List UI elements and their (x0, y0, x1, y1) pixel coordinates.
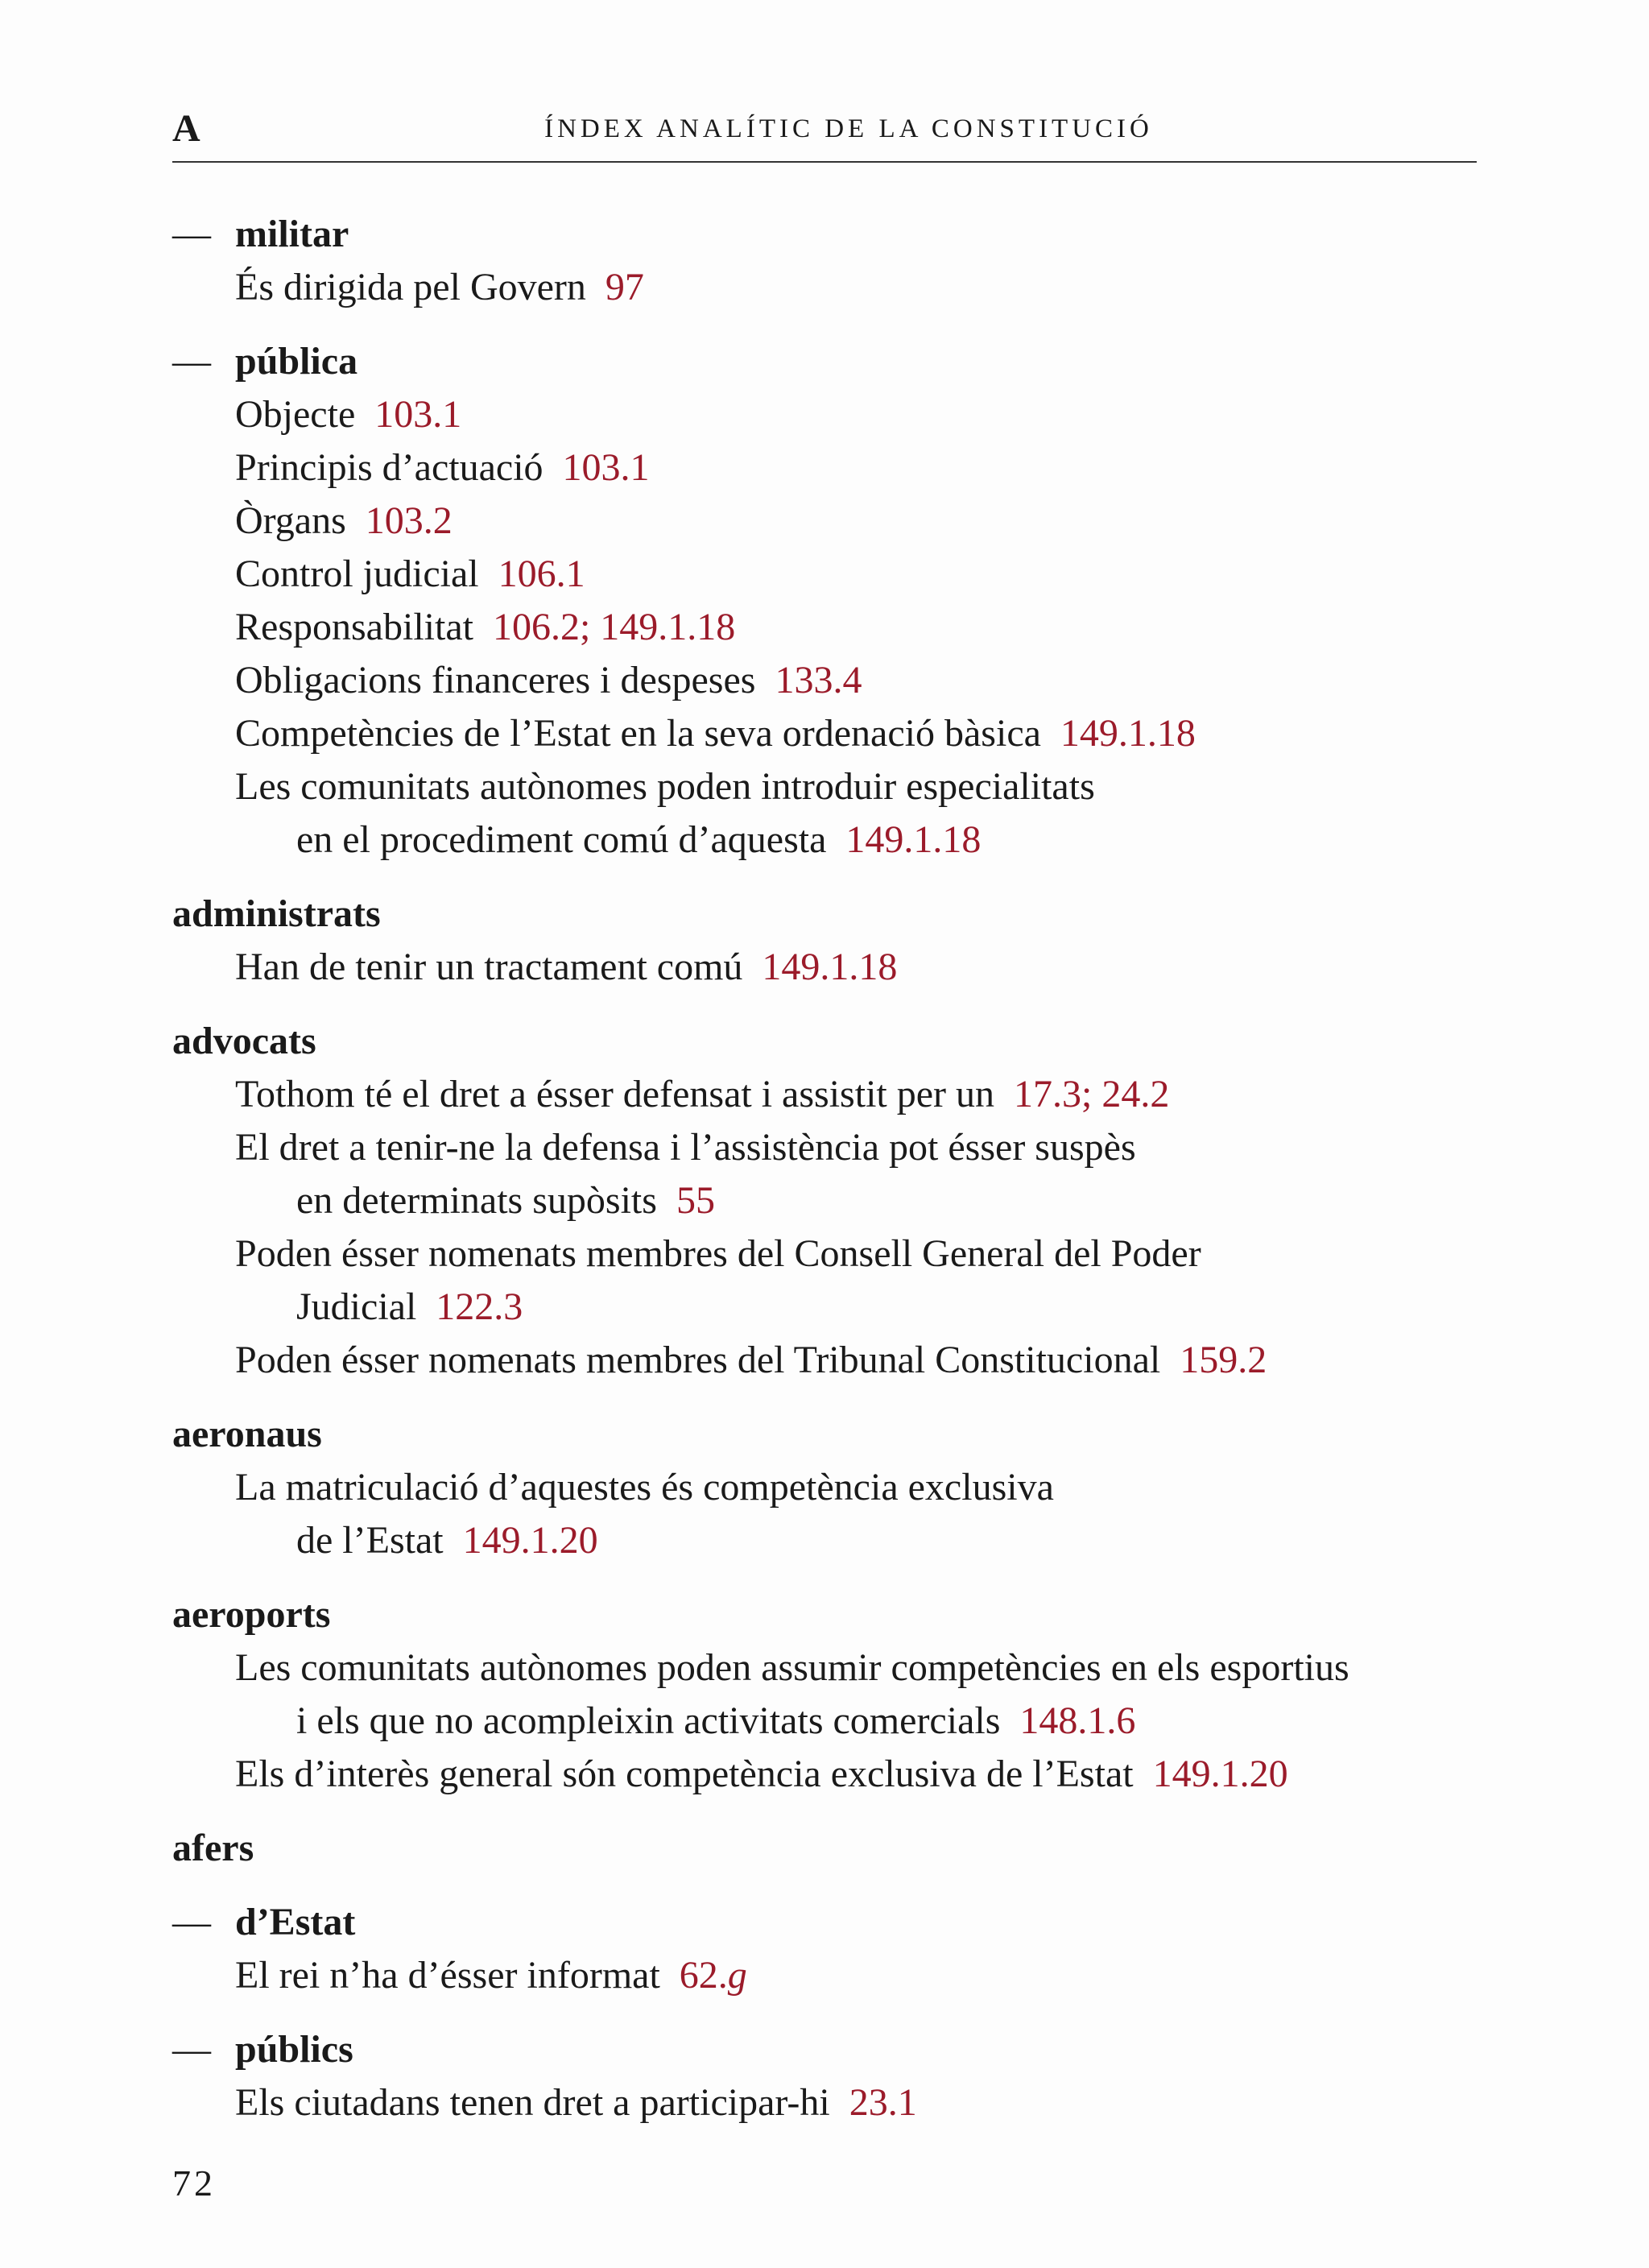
entry-line (172, 1334, 1509, 1387)
line-text: Les comunitats autònomes poden introduir especialitats (235, 765, 1095, 808)
reference-number: 133.4 (775, 659, 862, 702)
index-entry (172, 1822, 1509, 1875)
entry-heading (172, 1822, 1509, 1875)
reference-number: 97 (605, 266, 644, 308)
reference-number: 159.2 (1180, 1339, 1267, 1381)
article-reference (775, 659, 862, 702)
entry-line (172, 1641, 1509, 1748)
line-text: Responsabilitat (235, 606, 473, 648)
entry-heading (172, 208, 1509, 261)
line-text: És dirigida pel Govern (235, 266, 586, 308)
entry-line (172, 941, 1509, 994)
line-text: Han de tenir un tractament comú (235, 946, 743, 988)
article-reference (436, 1285, 523, 1328)
article-reference (498, 553, 585, 595)
reference-number: 103.1 (562, 446, 650, 489)
em-dash: — (172, 1901, 211, 1943)
entry-term: pública (235, 340, 358, 383)
reference-number: 122.3 (436, 1285, 523, 1328)
continuation-text: i els que no acompleixin activitats comercials (296, 1699, 1001, 1742)
article-reference (1060, 712, 1196, 755)
entry-term: aeronaus (172, 1413, 322, 1455)
reference-number: 149.1.18 (845, 818, 982, 861)
line-text: El dret a tenir-ne la defensa i l’assistència pot ésser suspès (235, 1126, 1136, 1169)
entry-term: d’Estat (235, 1901, 356, 1943)
entry-heading (172, 2023, 1509, 2076)
entry-line (172, 707, 1509, 760)
reference-number: 148.1.6 (1019, 1699, 1136, 1742)
reference-number: 106.1 (498, 553, 585, 595)
line-continuation (235, 1514, 1509, 1567)
article-reference (1019, 1699, 1135, 1742)
entry-line (172, 441, 1509, 495)
line-continuation (235, 1281, 1509, 1334)
continuation-text: en determinats supòsits (296, 1179, 657, 1222)
article-reference (849, 2081, 917, 2124)
running-title: ÍNDEX ANALÍTIC DE LA CONSTITUCIÓ (544, 114, 1153, 143)
entry-heading (172, 1408, 1509, 1461)
entry-line (172, 601, 1509, 654)
entry-heading (172, 888, 1509, 941)
em-dash: — (172, 340, 211, 383)
line-text: El rei n’ha d’ésser informat (235, 1954, 660, 1997)
entry-term: administrats (172, 892, 381, 935)
index-entry (172, 2023, 1509, 2129)
line-text: Obligacions financeres i despeses (235, 659, 756, 702)
article-reference (493, 606, 735, 648)
article-reference (680, 1954, 747, 1997)
continuation-text: de l’Estat (296, 1519, 444, 1562)
continuation-text: Judicial (296, 1285, 417, 1328)
reference-number: 149.1.18 (762, 946, 898, 988)
reference-number: 103.2 (365, 499, 453, 542)
entry-line (172, 261, 1509, 314)
line-text: Objecte (235, 393, 356, 436)
line-text: Poden ésser nomenats membres del Tribunal Constitucional (235, 1339, 1161, 1381)
entry-heading (172, 1588, 1509, 1641)
index-entry (172, 208, 1509, 314)
reference-number: 149.1.18 (1060, 712, 1196, 755)
page-number: 72 (172, 2162, 216, 2204)
line-text: Poden ésser nomenats membres del Consell General del Poder (235, 1232, 1201, 1275)
article-reference (1153, 1753, 1288, 1795)
entry-term: aeroports (172, 1593, 331, 1636)
line-text: Tothom té el dret a ésser defensat i assistit per un (235, 1073, 995, 1115)
reference-number: 23.1 (849, 2081, 917, 2124)
entry-term: afers (172, 1827, 254, 1869)
article-reference (605, 266, 644, 308)
line-continuation (235, 813, 1509, 867)
entry-line (172, 2076, 1509, 2129)
article-reference (463, 1519, 598, 1562)
article-reference (676, 1179, 715, 1222)
reference-number: 17.3; 24.2 (1014, 1073, 1170, 1115)
entry-line (172, 1227, 1509, 1334)
line-text: Control judicial (235, 553, 479, 595)
article-reference (563, 446, 650, 489)
em-dash: — (172, 213, 211, 255)
line-text: Òrgans (235, 499, 346, 542)
reference-number: 106.2; 149.1.18 (492, 606, 736, 648)
entry-line (172, 1949, 1509, 2002)
entry-line (172, 654, 1509, 707)
line-continuation (235, 1695, 1509, 1748)
line-text: Els ciutadans tenen dret a participar-hi (235, 2081, 830, 2124)
reference-number: 149.1.20 (1152, 1753, 1288, 1795)
index-entry (172, 1588, 1509, 1801)
section-letter: A (172, 107, 200, 150)
reference-letter: g (727, 1954, 747, 1997)
running-header (172, 105, 1477, 163)
entry-term: advocats (172, 1020, 316, 1062)
reference-number: 55 (676, 1179, 715, 1222)
entry-line (172, 388, 1509, 441)
line-text: Competències de l’Estat en la seva ordenació bàsica (235, 712, 1041, 755)
index-entry (172, 1896, 1509, 2002)
index-entries (172, 208, 1509, 2129)
entry-line (172, 760, 1509, 867)
line-text: Els d’interès general són competència exclusiva de l’Estat (235, 1753, 1134, 1795)
article-reference (374, 393, 461, 436)
entry-line (172, 1068, 1509, 1121)
article-reference (1180, 1339, 1267, 1381)
entry-term: militar (235, 213, 349, 255)
entry-term: públics (235, 2028, 353, 2071)
entry-line (172, 495, 1509, 548)
article-reference (762, 946, 897, 988)
entry-line (172, 1121, 1509, 1227)
reference-number: 62. (679, 1954, 728, 1997)
entry-line (172, 548, 1509, 601)
index-entry (172, 1015, 1509, 1387)
article-reference (366, 499, 453, 542)
entry-line (172, 1748, 1509, 1801)
article-reference (845, 818, 981, 861)
line-text: Les comunitats autònomes poden assumir competències en els esportius (235, 1646, 1349, 1689)
index-entry (172, 1408, 1509, 1567)
entry-line (172, 1461, 1509, 1567)
reference-number: 149.1.20 (462, 1519, 598, 1562)
article-reference (1014, 1073, 1169, 1115)
reference-number: 103.1 (374, 393, 462, 436)
entry-heading (172, 1896, 1509, 1949)
em-dash: — (172, 2028, 211, 2071)
index-entry (172, 335, 1509, 867)
line-continuation (235, 1174, 1509, 1227)
entry-heading (172, 335, 1509, 388)
entry-heading (172, 1015, 1509, 1068)
index-entry (172, 888, 1509, 994)
line-text: Principis d’actuació (235, 446, 543, 489)
line-text: La matriculació d’aquestes és competència exclusiva (235, 1466, 1054, 1509)
continuation-text: en el procediment comú d’aquesta (296, 818, 827, 861)
